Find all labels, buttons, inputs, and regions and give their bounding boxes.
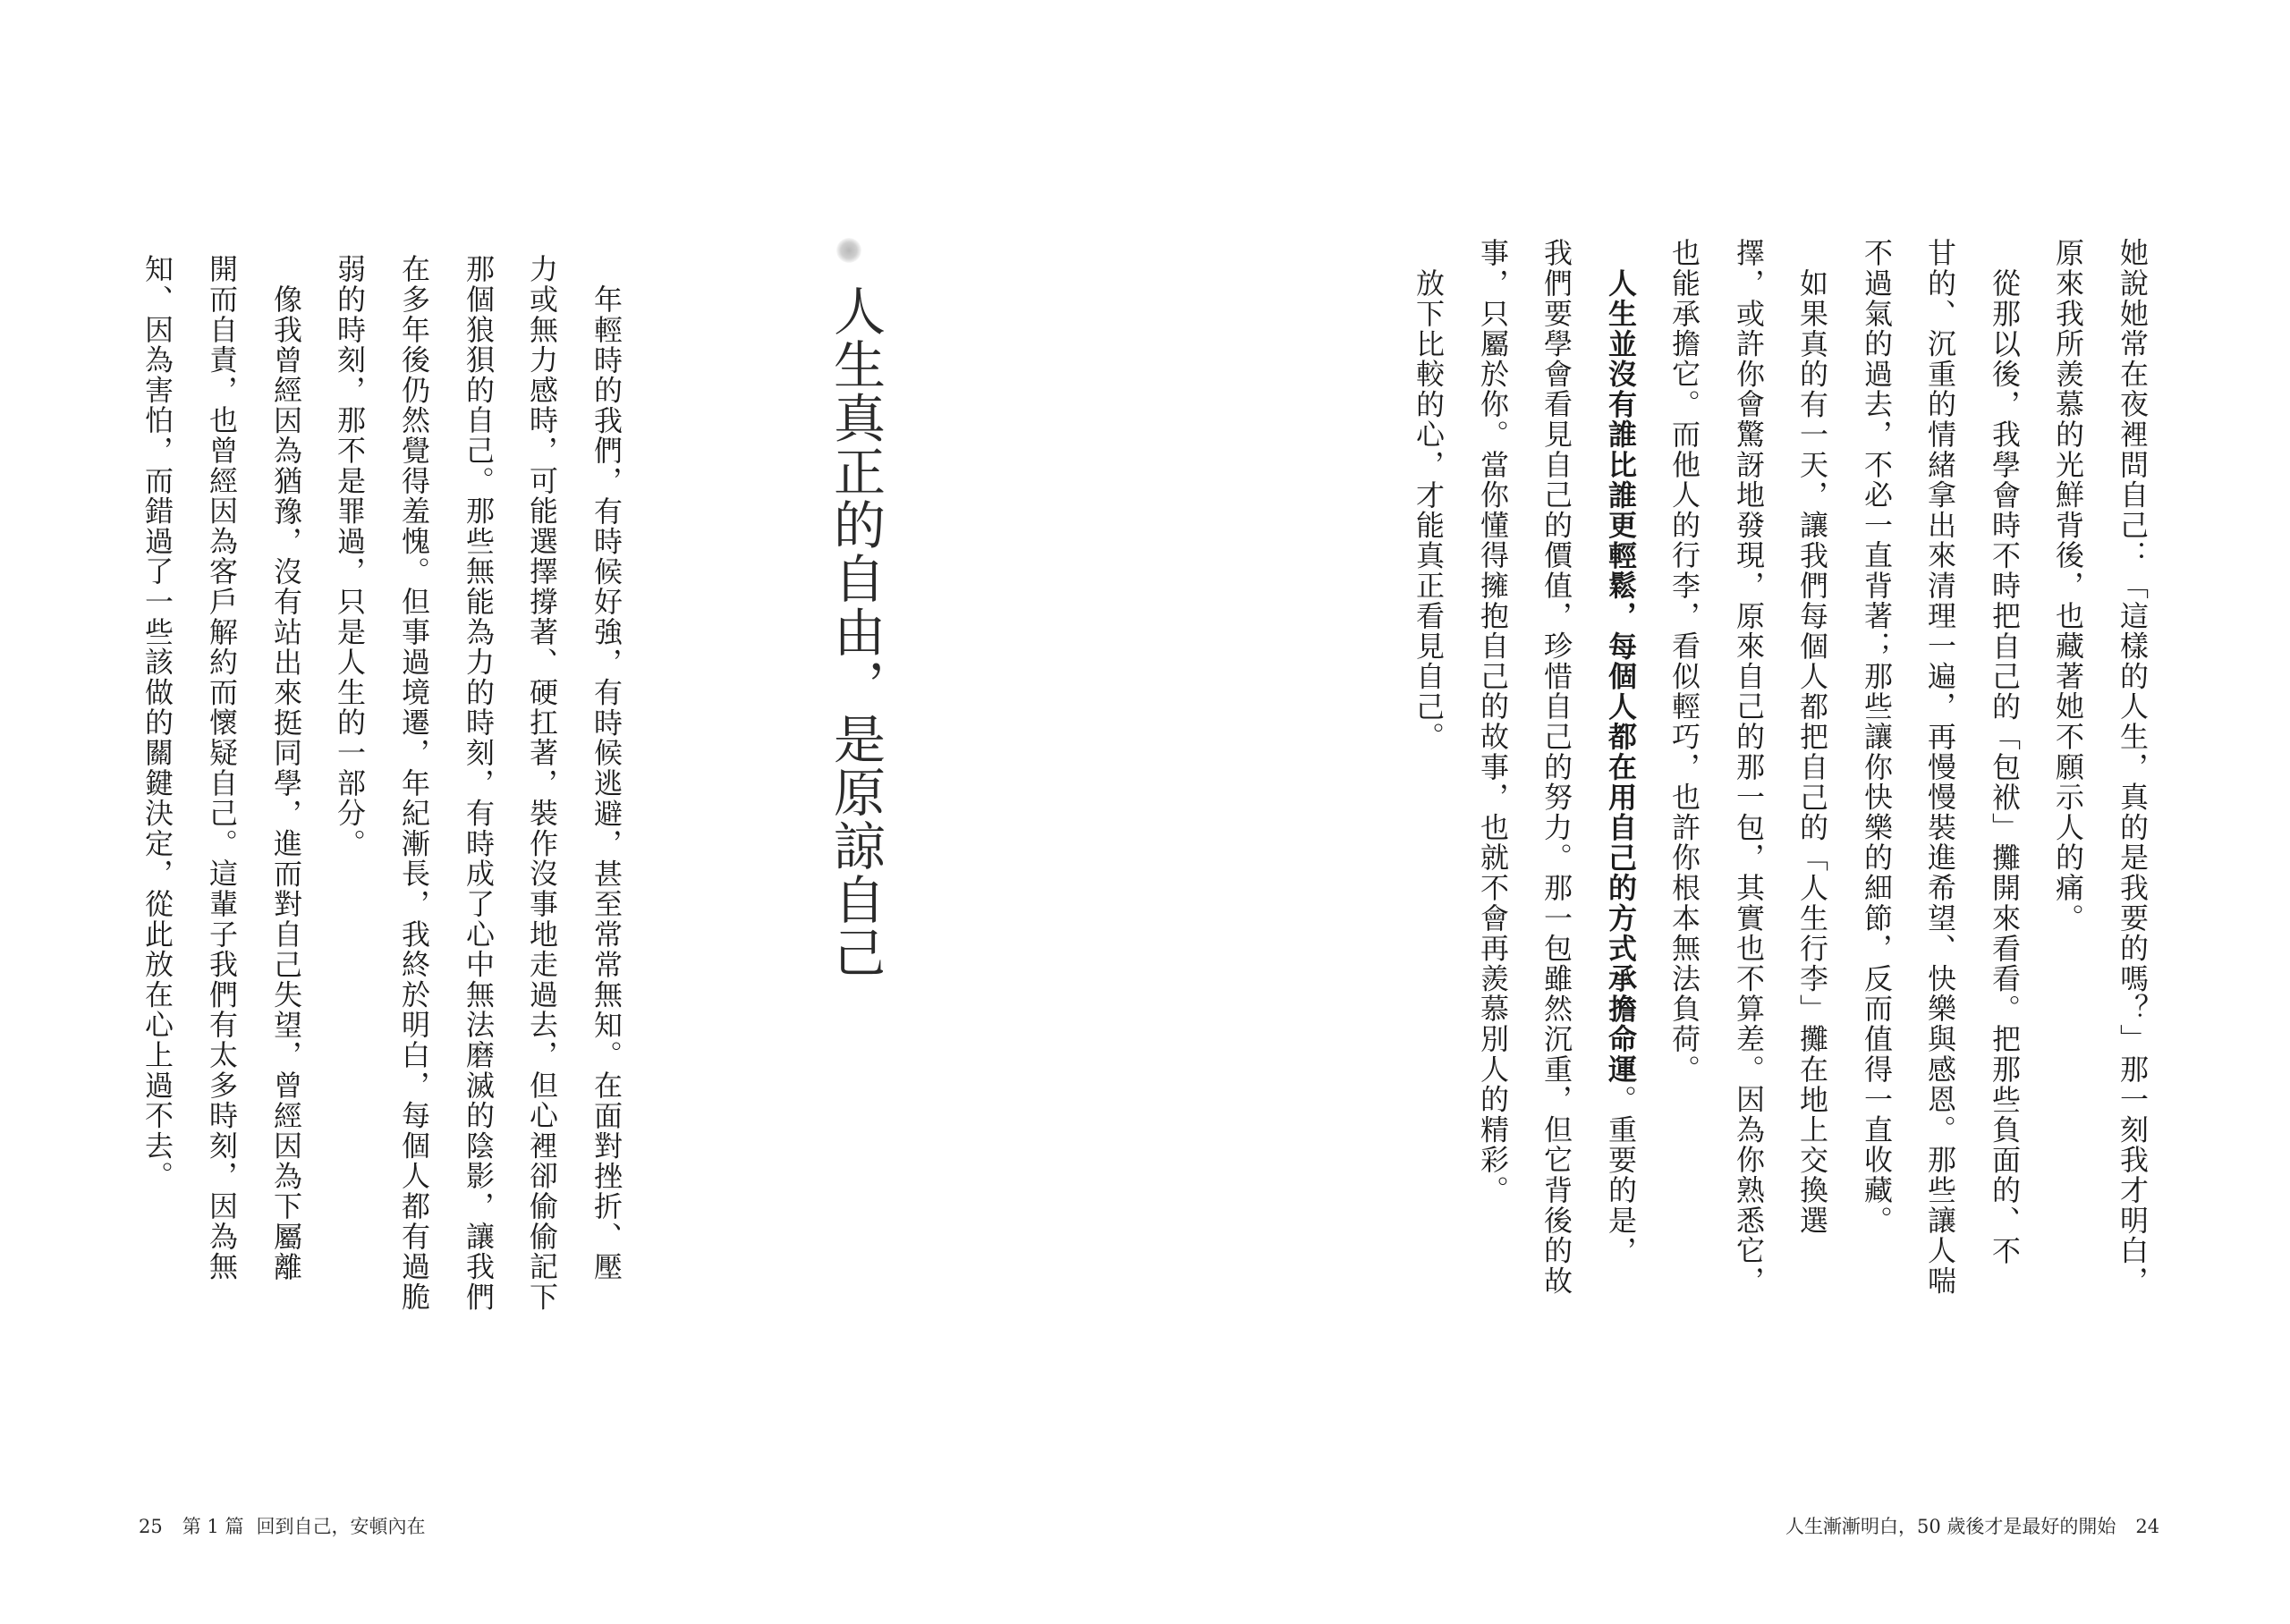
text-column: 她說她常在夜裡問自己：「這樣的人生，真的是我要的嗎？」那一刻我才明白， xyxy=(2116,238,2150,1296)
text-column: 原來我所羨慕的光鮮背後，也藏著她不願示人的痛。 xyxy=(2051,238,2085,934)
chapter-title: 人生真正的自由，是原諒自己 xyxy=(825,284,886,980)
text-column: 不過氣的過去，不必一直背著；那些讓你快樂的細節，反而值得一直收藏。 xyxy=(1860,238,1894,1236)
running-title: 回到自己，安頓內在 xyxy=(256,1516,426,1537)
text-column-emphasis xyxy=(1603,238,1639,1311)
text-column: 放下比較的心，才能真正看見自己。 xyxy=(1412,267,1446,752)
part-label: 第 1 篇 xyxy=(182,1516,244,1537)
text-column: 力或無力感時，可能選擇撐著、硬扛著，裝作沒事地走過去，但心裡卻偷偷記下 xyxy=(525,254,559,1312)
left-page-footer xyxy=(139,1515,425,1538)
right-page-footer xyxy=(1785,1515,2159,1538)
text-column: 弱的時刻，那不是罪過，只是人生的一部分。 xyxy=(333,254,367,859)
page-number: 24 xyxy=(2135,1516,2160,1537)
text-column: 知、因為害怕，而錯過了一些該做的關鍵決定，從此放在心上過不去。 xyxy=(140,254,174,1191)
text-column: 年輕時的我們，有時候好強，有時候逃避，甚至常常無知。在面對挫折、壓 xyxy=(589,283,623,1282)
right-page xyxy=(1145,0,2290,1624)
text-column: 那個狼狽的自己。那些無能為力的時刻，有時成了心中無法磨滅的陰影，讓我們 xyxy=(462,254,496,1312)
text-column: 甘的、沉重的情緒拿出來清理一遍，再慢慢裝進希望、快樂與感恩。那些讓人喘 xyxy=(1923,238,1957,1296)
text-column: 也能承擔它。而他人的行李，看似輕巧，也許你根本無法負荷。 xyxy=(1667,238,1701,1085)
text-column: 事，只屬於你。當你懂得擁抱自己的故事，也就不會再羨慕別人的精彩。 xyxy=(1476,238,1510,1205)
title-bullet-dot xyxy=(836,238,861,263)
text-column: 如果真的有一天，讓我們每個人都把自己的「人生行李」攤在地上交換選 xyxy=(1795,267,1829,1236)
page-number: 25 xyxy=(139,1516,163,1537)
running-title: 人生漸漸明白，50 歲後才是最好的開始 xyxy=(1785,1516,2116,1537)
text-column: 我們要學會看見自己的價值，珍惜自己的努力。那一包雖然沉重，但它背後的故 xyxy=(1539,238,1573,1296)
bold-statement: 人生並沒有誰比誰更輕鬆，每個人都在用自己的方式承擔命運 xyxy=(1604,267,1638,1085)
text-column: 擇，或許你會驚訝地發現，原來自己的那一包，其實也不算差。因為你熟悉它， xyxy=(1732,238,1766,1296)
text-run: 。重要的是， xyxy=(1604,1084,1638,1266)
text-column: 在多年後仍然覺得羞愧。但事過境遷，年紀漸長，我終於明白，每個人都有過脆 xyxy=(397,254,431,1312)
text-column: 從那以後，我學會時不時把自己的「包袱」攤開來看看。把那些負面的、不 xyxy=(1988,267,2022,1266)
text-column: 像我曾經因為猶豫，沒有站出來挺同學，進而對自己失望，曾經因為下屬離 xyxy=(269,283,303,1282)
text-column: 開而自責，也曾經因為客戶解約而懷疑自己。這輩子我們有太多時刻，因為無 xyxy=(205,254,239,1282)
